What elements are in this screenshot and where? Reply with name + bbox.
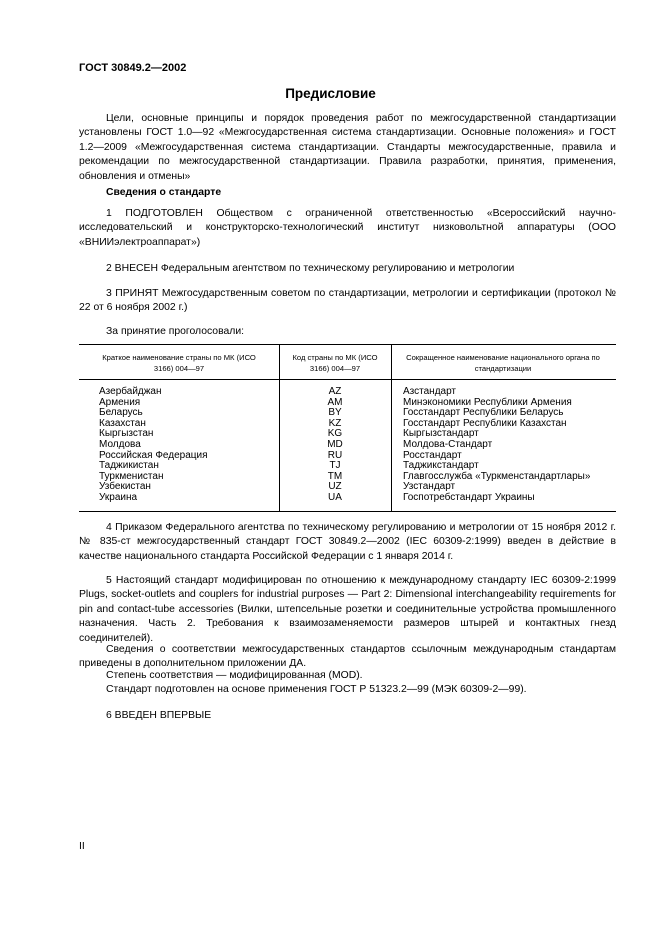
table-cell-country: Узбекистан [99,481,151,493]
table-cell-body: Таджикстандарт [403,460,479,472]
table-cell-code: MD [327,438,343,450]
table-cell-country: Таджикистан [99,460,159,472]
voting-table [79,344,616,512]
table-cell-body: Росстандарт [403,449,462,461]
code-column [279,387,391,504]
table-cell-country: Туркменистан [99,470,164,482]
item-5: 5 Настоящий стандарт модифицирован по отношению к международному стандарту IEC 60309-2:1999 Plugs, socket-outlets and couplers for industrial purposes — Part 2: Dimensional interchangeability requirements for pin and contact-tube accessories (Вилки, штепсельные розетки и соединительные устройства промышленного назначения. Часть 2. Требования к взаимозаменяемости размеров штырей и контактных гнезд соединителей). [79,575,616,644]
table-cell-body: Госстандарт Республики Казахстан [403,417,567,429]
body-column [403,387,590,504]
table-cell-code: TJ [329,460,341,472]
table-cell-body: Госпотребстандарт Украины [403,491,535,503]
column-header-country: Краткое наименование страны по МК (ИСО 3166) 004—97 [102,353,256,373]
table-cell-body: Молдова-Стандарт [403,438,493,450]
page-number: II [79,841,85,852]
table-cell-body: Госстандарт Республики Беларусь [403,407,564,419]
item-1: 1 ПОДГОТОВЛЕН Обществом с ограниченной ответственностью «Всероссийский научно-исследовательский и конструкторско-технологический институт низковольтной аппаратуры (ООО «ВНИИэлектроаппарат») [79,208,616,248]
item-5-basis: Стандарт подготовлен на основе применения ГОСТ Р 51323.2—99 (МЭК 60309-2—99). [106,684,527,695]
page-title: Предисловие [285,86,376,101]
item-6: 6 ВВЕДЕН ВПЕРВЫЕ [106,710,212,721]
column-header-code: Код страны по МК (ИСО 3166) 004—97 [292,353,378,373]
item-2: 2 ВНЕСЕН Федеральным агентством по техническому регулированию и метрологии [106,263,515,274]
table-cell-country: Казахстан [99,417,146,429]
table-cell-country: Кыргызстан [99,428,154,440]
item-3: 3 ПРИНЯТ Межгосударственным советом по стандартизации, метрологии и сертификации (протокол № 22 от 6 ноября 2002 г.) [79,288,616,314]
table-cell-code: RU [327,449,343,461]
table-cell-code: AM [327,396,343,408]
item-5-correspondence: Сведения о соответствии межгосударственных стандартов ссылочным международным стандартам приведены в дополнительном приложении ДА. [79,644,616,670]
table-cell-country: Украина [99,491,138,503]
table-cell-code: KG [327,428,343,440]
table-cell-body: Главгосслужба «Туркменстандартлары» [403,470,591,482]
column-header-body: Сокращенное наименование национального органа по стандартизации [406,353,600,373]
table-cell-country: Беларусь [99,407,143,419]
table-cell-country: Армения [99,396,141,408]
item-5-degree: Степень соответствия — модифицированная (MOD). [106,670,363,681]
table-cell-code: BY [328,407,342,419]
table-column-divider [391,345,392,511]
table-cell-code: UA [328,491,342,503]
table-cell-country: Азербайджан [99,386,162,397]
table-header-divider [79,379,616,380]
table-cell-code: UZ [328,481,342,493]
country-column [99,387,208,504]
table-cell-code: KZ [328,417,342,429]
intro-paragraph: Цели, основные принципы и порядок проведения работ по межгосударственной стандартизации установлены ГОСТ 1.0—92 «Межгосударственная система стандартизации. Основные положения» и ГОСТ 1.2—2009 «Межгосударственная система стандартизации. Стандарты межгосударственные, правила и рекомендации по межгосударственной стандартизации. Правила разработки, принятия, применения, обновления и отмены» [79,113,616,182]
table-cell-country: Российская Федерация [99,449,208,461]
table-cell-code: AZ [328,386,342,397]
item-4: 4 Приказом Федерального агентства по техническому регулированию и метрологии от 15 ноября 2012 г. № 835-ст межгосударственный стандарт ГОСТ 30849.2—2002 (IEC 60309-2:1999) введен в действие в качестве национального стандарта Российской Федерации с 1 января 2014 г. [79,522,616,562]
table-cell-body: Кыргызстандарт [403,428,479,440]
table-cell-body: Узстандарт [403,481,456,493]
document-header: ГОСТ 30849.2—2002 [79,62,187,74]
table-cell-country: Молдова [99,438,141,450]
table-cell-body: Минэкономики Республики Армения [403,396,572,408]
vote-intro: За принятие проголосовали: [106,326,245,337]
table-cell-body: Азстандарт [403,386,457,397]
subheading: Сведения о стандарте [106,187,222,198]
table-cell-code: TM [327,470,343,482]
